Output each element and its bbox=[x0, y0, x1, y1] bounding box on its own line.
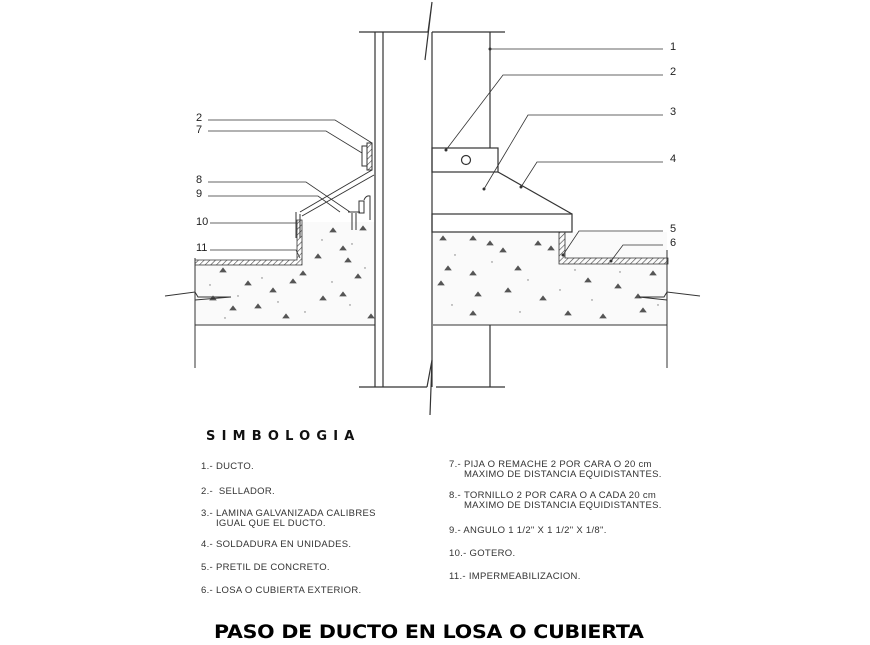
legend-item-6 bbox=[201, 586, 361, 596]
legend-num: 5.- bbox=[201, 562, 213, 573]
legend-num: 1.- bbox=[201, 461, 213, 472]
callout-8: 8 bbox=[196, 174, 203, 186]
legend-item-2 bbox=[201, 487, 275, 497]
leader-dots bbox=[445, 48, 613, 263]
legend-num: 8.- bbox=[449, 490, 461, 501]
legend-num: 10.- bbox=[449, 548, 467, 559]
legend-item-4 bbox=[201, 540, 351, 550]
legend-text: PIJA O REMACHE 2 POR CARA O 20 cm MAXIMO DE DISTANCIA EQUIDISTANTES. bbox=[463, 459, 662, 480]
legend-num: 9.- bbox=[449, 525, 461, 536]
concrete-slab-left bbox=[195, 222, 375, 325]
legend-num: 7.- bbox=[449, 459, 461, 470]
legend-text: DUCTO. bbox=[215, 461, 254, 472]
right-flashing bbox=[432, 148, 572, 232]
legend-text: LAMINA GALVANIZADA CALIBRES IGUAL QUE EL DUCTO. bbox=[215, 508, 376, 529]
legend-item-9 bbox=[449, 526, 607, 536]
callout-10: 10 bbox=[196, 216, 209, 228]
legend-text: PRETIL DE CONCRETO. bbox=[215, 562, 330, 573]
legend-title: SIMBOLOGIA bbox=[206, 429, 361, 444]
callout-6: 6 bbox=[670, 237, 677, 249]
callout-11: 11 bbox=[196, 242, 208, 254]
legend-text: LOSA O CUBIERTA EXTERIOR. bbox=[215, 585, 362, 596]
legend-num: 2.- bbox=[201, 486, 213, 497]
callout-2-right: 2 bbox=[670, 66, 677, 78]
legend-item-8 bbox=[449, 491, 662, 511]
waterproofing-left bbox=[195, 220, 302, 265]
legend-num: 4.- bbox=[201, 539, 213, 550]
legend-text: ANGULO 1 1/2" X 1 1/2" X 1/8". bbox=[463, 525, 607, 536]
legend-item-5 bbox=[201, 563, 330, 573]
legend-item-10 bbox=[449, 549, 515, 559]
legend-text: SOLDADURA EN UNIDADES. bbox=[215, 539, 352, 550]
legend-item-1 bbox=[201, 462, 254, 472]
duct-walls bbox=[359, 2, 505, 415]
legend-num: 6.- bbox=[201, 585, 213, 596]
legend-item-7 bbox=[449, 460, 662, 480]
legend-text: TORNILLO 2 POR CARA O A CADA 20 cm MAXIMO DE DISTANCIA EQUIDISTANTES. bbox=[463, 490, 662, 511]
callout-1: 1 bbox=[670, 41, 677, 53]
leader-lines-right bbox=[446, 49, 663, 261]
callout-7: 7 bbox=[196, 124, 203, 136]
concrete-slab-right bbox=[433, 232, 667, 325]
drawing-title: PASO DE DUCTO EN LOSA O CUBIERTA bbox=[214, 621, 644, 643]
legend-item-3 bbox=[201, 509, 376, 529]
legend-text: GOTERO. bbox=[469, 548, 516, 559]
legend-text: IMPERMEABILIZACION. bbox=[468, 571, 581, 582]
callout-9: 9 bbox=[196, 188, 203, 200]
callout-5: 5 bbox=[670, 223, 677, 235]
callout-3: 3 bbox=[670, 106, 677, 118]
legend-text: SELLADOR. bbox=[215, 486, 275, 497]
legend-item-11 bbox=[449, 572, 581, 582]
callout-4: 4 bbox=[670, 153, 677, 165]
callout-2-left: 2 bbox=[196, 112, 203, 124]
legend-num: 3.- bbox=[201, 508, 213, 519]
legend-num: 11.- bbox=[449, 571, 466, 582]
